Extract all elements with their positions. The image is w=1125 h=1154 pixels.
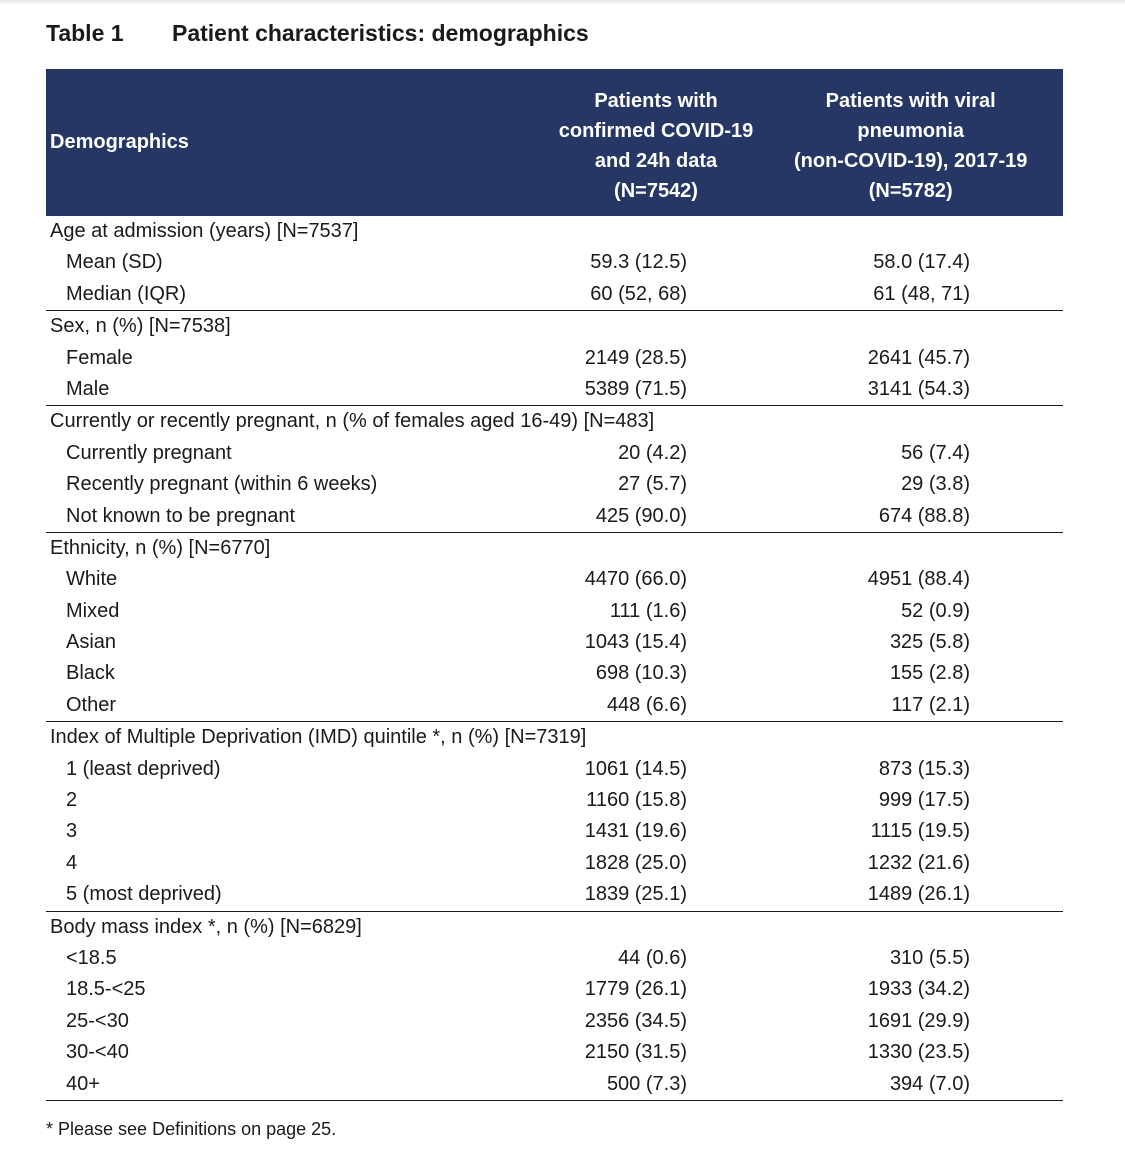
covid-value: 698 (10.3)	[595, 662, 687, 685]
viral-value: 1691 (29.9)	[867, 1009, 970, 1032]
covid-value: 1061 (14.5)	[584, 757, 687, 780]
header-viral-line: pneumonia	[857, 120, 965, 142]
row-label: 30-<40	[66, 1041, 129, 1064]
table-caption: Patient characteristics: demographics	[172, 20, 589, 46]
viral-value: 1115 (19.5)	[870, 820, 970, 843]
covid-value: 111 (1.6)	[609, 599, 687, 622]
demographics-table	[46, 69, 1063, 1101]
viral-value: 117 (2.1)	[891, 693, 970, 716]
covid-value: 4470 (66.0)	[584, 568, 687, 591]
table-title	[46, 20, 589, 47]
covid-value: 5389 (71.5)	[584, 377, 687, 400]
viral-value: 58.0 (17.4)	[873, 251, 970, 274]
section-heading-row	[46, 216, 1063, 247]
table-row	[46, 785, 1063, 816]
row-label: 18.5-<25	[66, 978, 146, 1001]
covid-value: 448 (6.6)	[606, 693, 687, 716]
row-label: Recently pregnant (within 6 weeks)	[66, 473, 378, 496]
viral-value: 1489 (26.1)	[867, 883, 970, 906]
section-heading: Index of Multiple Deprivation (IMD) quintile *, n (%) [N=7319]	[50, 726, 587, 749]
covid-value: 44 (0.6)	[618, 946, 687, 969]
row-label: 25-<30	[66, 1009, 129, 1032]
row-label: White	[66, 568, 118, 591]
header-viral-column	[794, 86, 1027, 206]
table-row	[46, 1006, 1063, 1037]
table-row	[46, 816, 1063, 847]
table-row	[46, 658, 1063, 689]
table-section	[46, 216, 1063, 311]
table-row	[46, 279, 1063, 310]
table-section	[46, 533, 1063, 722]
table-row	[46, 974, 1063, 1005]
section-heading: Currently or recently pregnant, n (% of females aged 16-49) [N=483]	[50, 410, 655, 433]
viral-value: 61 (48, 71)	[873, 282, 970, 305]
header-viral-line: (non-COVID-19), 2017-19	[794, 150, 1028, 172]
covid-value: 2150 (31.5)	[584, 1041, 687, 1064]
covid-value: 1043 (15.4)	[584, 631, 687, 654]
table-row	[46, 1037, 1063, 1068]
section-heading: Age at admission (years) [N=7537]	[50, 220, 359, 242]
table-section	[46, 406, 1063, 533]
table-row	[46, 943, 1063, 974]
table-number: Table 1	[46, 20, 124, 46]
section-heading-row	[46, 722, 1063, 753]
covid-value: 1839 (25.1)	[584, 883, 687, 906]
table-row	[46, 848, 1063, 879]
row-label: 3	[66, 820, 78, 843]
covid-value: 27 (5.7)	[618, 473, 687, 496]
section-heading-row	[46, 533, 1063, 564]
row-label: Asian	[66, 631, 117, 654]
viral-value: 56 (7.4)	[901, 441, 970, 464]
viral-value: 29 (3.8)	[901, 473, 970, 496]
covid-value: 59.3 (12.5)	[590, 251, 687, 274]
header-covid-line: confirmed COVID-19	[558, 120, 754, 142]
row-label: Mixed	[66, 599, 120, 622]
row-label: 40+	[66, 1072, 100, 1095]
header-covid-line: Patients with	[594, 90, 718, 112]
table-row	[46, 596, 1063, 627]
covid-value: 2149 (28.5)	[584, 346, 687, 369]
row-label: 1 (least deprived)	[66, 757, 221, 780]
viral-value: 999 (17.5)	[878, 789, 970, 812]
header-viral-line: Patients with viral	[825, 90, 996, 112]
header-demographics: Demographics	[50, 131, 189, 153]
row-label: 4	[66, 851, 78, 874]
section-heading-row	[46, 406, 1063, 437]
covid-value: 60 (52, 68)	[590, 282, 687, 305]
table-row	[46, 690, 1063, 721]
row-label: Median (IQR)	[66, 282, 187, 305]
viral-value: 1232 (21.6)	[867, 851, 970, 874]
covid-value: 1431 (19.6)	[584, 820, 687, 843]
header-covid-column	[537, 86, 775, 206]
row-label: 5 (most deprived)	[66, 883, 222, 906]
section-heading: Body mass index *, n (%) [N=6829]	[50, 915, 362, 938]
table-section	[46, 722, 1063, 911]
viral-value: 310 (5.5)	[889, 946, 970, 969]
viral-value: 2641 (45.7)	[867, 346, 970, 369]
viral-value: 1933 (34.2)	[867, 978, 970, 1001]
covid-value: 1160 (15.8)	[586, 789, 687, 812]
table-row	[46, 469, 1063, 500]
header-covid-line: and 24h data	[594, 150, 718, 172]
header-covid-line: (N=7542)	[614, 180, 698, 202]
table-row	[46, 501, 1063, 532]
viral-value: 155 (2.8)	[889, 662, 970, 685]
row-label: Male	[66, 377, 110, 400]
table-row	[46, 1069, 1063, 1100]
viral-value: 674 (88.8)	[878, 504, 970, 527]
row-label: Currently pregnant	[66, 441, 232, 464]
viral-value: 1330 (23.5)	[867, 1041, 970, 1064]
table-row	[46, 247, 1063, 278]
viral-value: 52 (0.9)	[901, 599, 970, 622]
header-viral-line: (N=5782)	[868, 180, 953, 202]
covid-value: 500 (7.3)	[606, 1072, 687, 1095]
footnote: * Please see Definitions on page 25.	[46, 1119, 337, 1139]
row-label: Not known to be pregnant	[66, 504, 296, 527]
section-heading: Ethnicity, n (%) [N=6770]	[50, 536, 271, 559]
covid-value: 425 (90.0)	[595, 504, 687, 527]
covid-value: 1828 (25.0)	[584, 851, 687, 874]
viral-value: 873 (15.3)	[878, 757, 970, 780]
row-label: 2	[66, 789, 78, 812]
table-section	[46, 912, 1063, 1101]
viral-value: 3141 (54.3)	[867, 377, 970, 400]
viral-value: 4951 (88.4)	[867, 568, 970, 591]
table-row	[46, 627, 1063, 658]
covid-value: 1779 (26.1)	[584, 978, 687, 1001]
viral-value: 394 (7.0)	[889, 1072, 970, 1095]
row-label: Black	[66, 662, 115, 685]
table-row	[46, 343, 1063, 374]
covid-value: 20 (4.2)	[618, 441, 687, 464]
table-row	[46, 879, 1063, 910]
table-row	[46, 374, 1063, 405]
page-top-edge	[0, 0, 1125, 6]
table-row	[46, 438, 1063, 469]
section-heading: Sex, n (%) [N=7538]	[50, 315, 231, 338]
viral-value: 325 (5.8)	[889, 631, 970, 654]
table-row	[46, 754, 1063, 785]
section-heading-row	[46, 311, 1063, 342]
table-row	[46, 564, 1063, 595]
table-body	[46, 216, 1063, 1101]
section-heading-row	[46, 912, 1063, 943]
row-label: Other	[66, 693, 117, 716]
table-header	[46, 69, 1063, 216]
covid-value: 2356 (34.5)	[584, 1009, 687, 1032]
table-section	[46, 311, 1063, 406]
row-label: <18.5	[66, 946, 117, 969]
row-label: Mean (SD)	[66, 251, 163, 274]
row-label: Female	[66, 346, 133, 369]
